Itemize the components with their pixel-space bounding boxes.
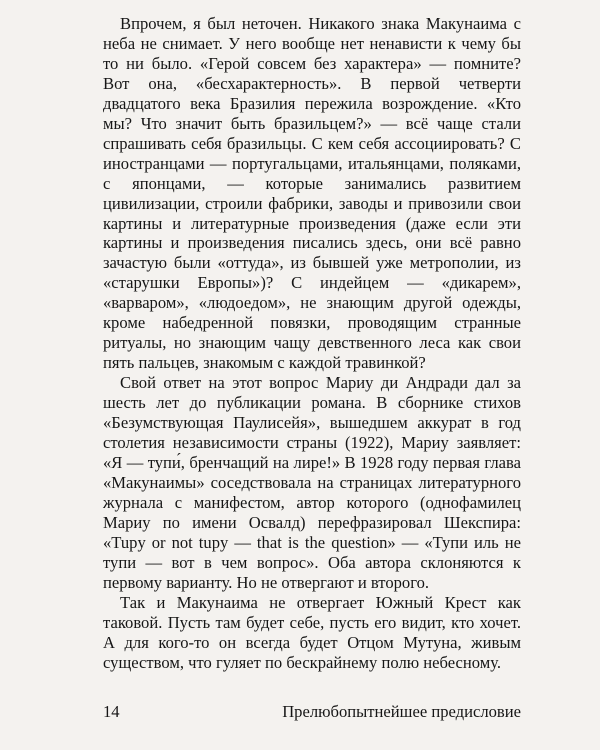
paragraph-3: Так и Макунаима не отвергает Южный Крест как таковой. Пусть там будет себе, пусть его видит, кто хочет. А для кого-то он всегда будет Отцом Мутуна, живым существом, что гуляет по бескрайнему полю небесному.	[103, 592, 521, 672]
body-text	[103, 14, 521, 672]
running-title: Прелюбопытнейшее предисловие	[282, 702, 521, 721]
paragraph-2: Свой ответ на этот вопрос Мариу ди Андради дал за шесть лет до публикации романа. В сборнике стихов «Безумствующая Паулисейя», вышедшем аккурат в год столетия независимости страны (1922), Мариу заявляет: «Я — тупи́, бренчащий на лире!» В 1928 году первая глава «Макунаимы» соседствовала на страницах литературного журнала с манифестом, автор которого (однофамилец Мариу по имени Освалд) перефразировал Шекспира: «Tupy or not tupy — that is the question» — «Тупи иль не тупи — вот в чем вопрос». Оба автора склоняются к первому варианту. Но не отвергают и второго.	[103, 373, 521, 592]
page-number: 14	[103, 702, 120, 721]
paragraph-1: Впрочем, я был неточен. Никакого знака Макунаима с неба не снимает. У него вообще нет ненависти к чему бы то ни было. «Герой совсем без характера» — помните? Вот она, «бесхарактерность». В первой четверти двадцатого века Бразилия пережила возрождение. «Кто мы? Что значит быть бразильцем?» — всё чаще стали спрашивать себя бразильцы. С кем себя ассоциировать? С иностранцами — португальцами, итальянцами, поляками, с японцами, — которые занимались развитием цивилизации, строили фабрики, заводы и привозили свои картины и литературные произведения (даже если эти картины и произведения писались здесь, они всё равно зачастую были «оттуда», из бывшей уже метрополии, из «старушки Европы»)? С индейцем — «дикарем», «варваром», «людоедом», не знающим другой одежды, кроме набедренной повязки, проводящим странные ритуалы, но знающим чащу девственного леса как свои пять пальцев, знакомым с каждой травинкой?	[103, 14, 521, 373]
